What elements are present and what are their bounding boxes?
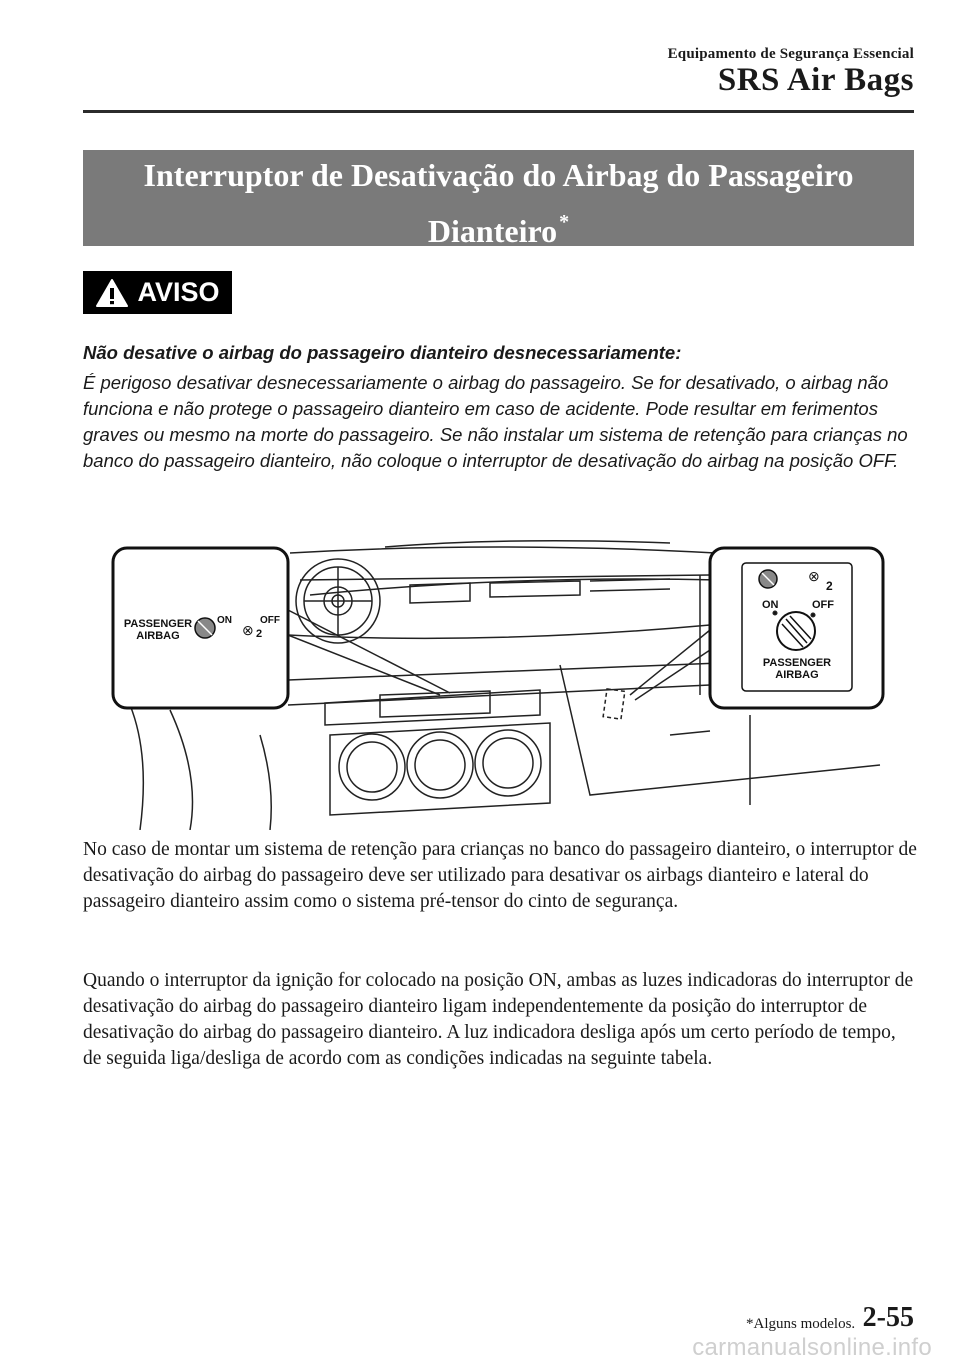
right-callout-line1: PASSENGER — [762, 657, 832, 669]
right-callout-off: OFF — [812, 599, 834, 611]
passenger-seat-icon: ⊗ — [242, 622, 254, 638]
right-callout-line2: AIRBAG — [775, 669, 819, 681]
header-rule — [83, 110, 914, 113]
left-callout-line2: AIRBAG — [136, 630, 180, 642]
section-title-line2: Dianteiro — [427, 213, 558, 249]
warning-triangle-icon — [95, 278, 129, 308]
paragraph-2: Quando o interruptor da ignição for colocado na posição ON, ambas as luzes indicadoras do interruptor de desativação do airbag do passageiro dianteiro ligam independentemente da posição do interruptor de desativação do airbag do passageiro dianteiro. A luz indicadora desliga após um certo período de tempo, de seguida liga/desliga de acordo com as condições indicadas na seguinte tabela. — [83, 970, 914, 1069]
left-callout-off: OFF — [260, 615, 280, 626]
warning-label: AVISO — [137, 277, 220, 307]
right-callout-on: ON — [762, 599, 779, 611]
footnote: *Alguns modelos. — [746, 1316, 856, 1332]
climate-knob-icon — [339, 734, 405, 800]
warning-badge — [83, 271, 232, 314]
section-title-line1: Interruptor de Desativação do Airbag do Passageiro — [143, 157, 854, 193]
left-callout-on: ON — [217, 615, 232, 626]
paragraph-1: No caso de montar um sistema de retenção para crianças no banco do passageiro dianteiro, o interruptor de desativação do airbag do passageiro deve ser utilizado para desativar os airbags dianteiro e lateral do passageiro dianteiro assim como o sistema pré-tensor do cinto de segurança. — [83, 839, 917, 912]
climate-knob-icon — [407, 732, 473, 798]
passenger-seat-icon: ⊗ — [808, 568, 820, 584]
section-title-asterisk: * — [559, 211, 570, 233]
climate-knob-icon — [475, 730, 541, 796]
right-callout-num: 2 — [826, 579, 833, 593]
watermark: carmanualsonline.info — [692, 1334, 932, 1361]
dashboard-illustration — [110, 535, 890, 830]
left-callout-num: 2 — [256, 628, 263, 640]
header-section-label: Equipamento de Segurança Essencial — [667, 46, 914, 62]
page-number: 2-55 — [862, 1302, 914, 1333]
warning-body: É perigoso desativar desnecessariamente o airbag do passageiro. Se for desativado, o airbag não funciona e não protege o passageiro dianteiro em caso de acidente. Pode resultar em ferimentos graves ou mesmo na morte do passageiro. Se não instalar um sistema de retenção para crianças no banco do passageiro dianteiro, não coloque o interruptor de desativação do airbag na posição OFF. — [83, 372, 908, 471]
left-callout-line1: PASSENGER — [123, 618, 193, 630]
section-title-banner — [83, 150, 914, 249]
warning-title: Não desative o airbag do passageiro dianteiro desnecessariamente: — [83, 342, 682, 363]
header-title: SRS Air Bags — [717, 62, 914, 98]
